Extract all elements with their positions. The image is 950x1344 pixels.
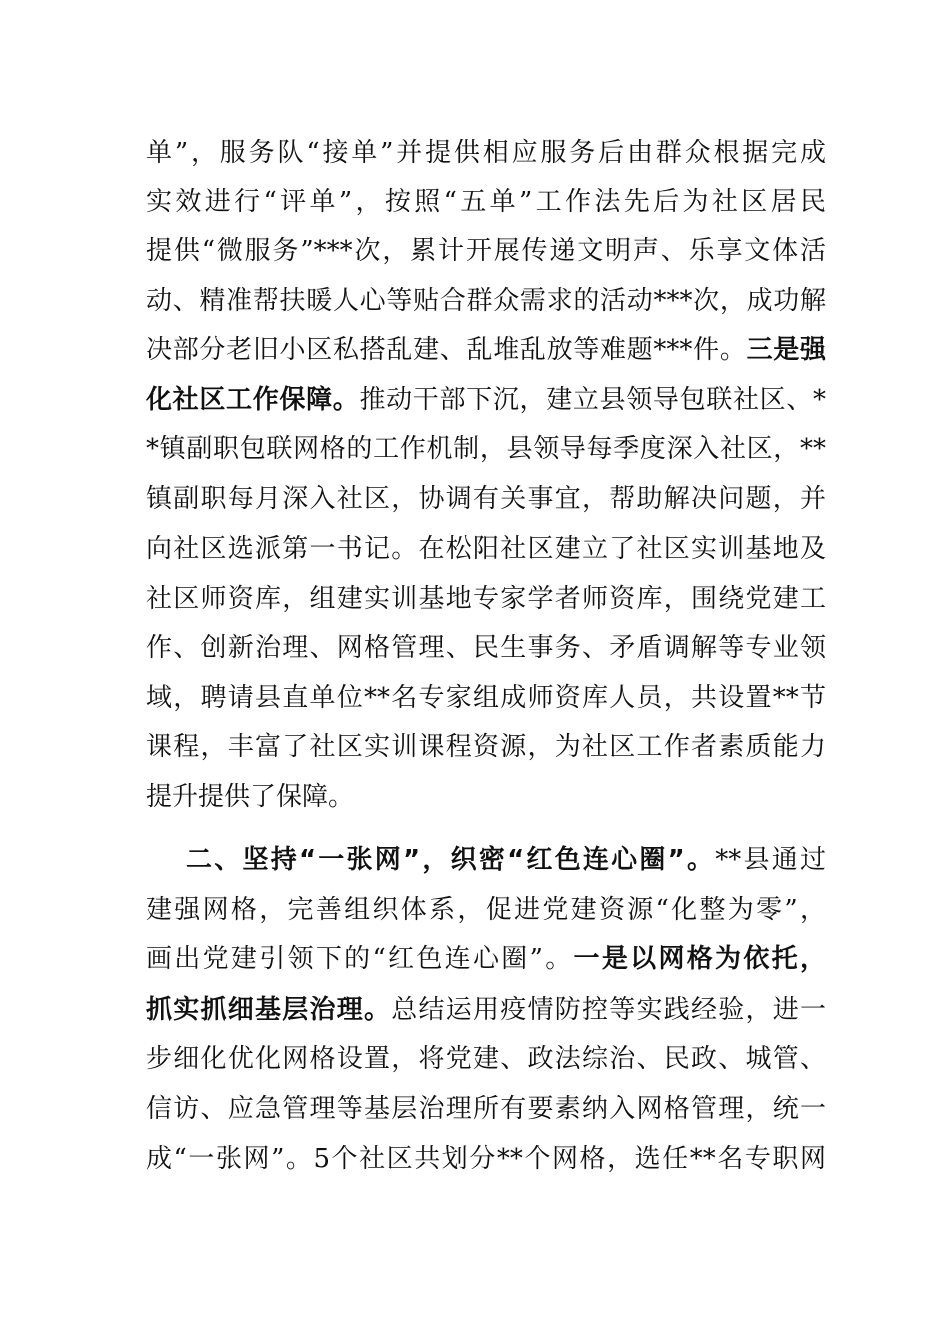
text-run: 实效进行“评单”，按照“五单”工作法先后为社区居民 (146, 187, 826, 217)
text-line (186, 835, 826, 885)
text-run: 动、精准帮扶暖人心等贴合群众需求的活动***次，成功解 (146, 286, 826, 316)
text-line (146, 985, 826, 1035)
bold-heading-run: 一是以网格为依托， (573, 944, 826, 974)
text-line (146, 623, 826, 673)
bold-heading-run: 抓实抓细基层治理。 (146, 995, 392, 1025)
text-run: 单”，服务队“接单”并提供相应服务后由群众根据完成 (146, 138, 826, 168)
text-line (146, 226, 826, 276)
text-run: 建强网格，完善组织体系，促进党建资源“化整为零”， (146, 895, 826, 925)
text-run: 画出党建引领下的“红色连心圈”。 (146, 944, 574, 974)
bold-heading-run: 化社区工作保障。 (146, 385, 360, 415)
text-run: 向社区选派第一书记。在松阳社区建立了社区实训基地及 (146, 534, 826, 564)
text-run: **县通过 (715, 845, 826, 875)
text-run: 社区师资库，组建实训基地专家学者师资库，围绕党建工 (146, 584, 826, 614)
text-line (146, 524, 826, 574)
text-line (146, 177, 826, 227)
text-line (146, 276, 826, 326)
text-run: 作、创新治理、网格管理、民生事务、矛盾调解等专业领 (146, 633, 826, 663)
text-run: 总结运用疫情防控等实践经验，进一 (391, 995, 826, 1025)
text-line (146, 885, 826, 935)
text-line (146, 1034, 826, 1084)
text-line (146, 722, 826, 772)
text-run: 提供“微服务”***次，累计开展传递文明声、乐享文体活 (146, 236, 826, 266)
text-line (146, 375, 826, 425)
text-line (146, 128, 826, 178)
text-run: *镇副职包联网格的工作机制，县领导每季度深入社区，** (146, 434, 826, 464)
text-line (146, 1134, 826, 1184)
text-line (146, 474, 826, 524)
text-run: 步细化优化网格设置，将党建、政法综治、民政、城管、 (146, 1044, 826, 1074)
text-line (146, 574, 826, 624)
text-run: 推动干部下沉，建立县领导包联社区、* (359, 385, 826, 415)
text-line (146, 772, 826, 822)
text-run: 课程，丰富了社区实训课程资源，为社区工作者素质能力 (146, 732, 826, 762)
text-run: 决部分老旧小区私搭乱建、乱堆乱放等难题***件。 (146, 335, 747, 365)
text-line (146, 673, 826, 723)
text-line (146, 325, 826, 375)
text-line (146, 424, 826, 474)
text-run: 成“一张网”。5个社区共划分**个网格，选任**名专职网 (146, 1144, 826, 1174)
text-run: 镇副职每月深入社区，协调有关事宜，帮助解决问题，并 (146, 484, 826, 514)
text-run: 域，聘请县直单位**名专家组成师资库人员，共设置**节 (146, 683, 826, 713)
text-run: 提升提供了保障。 (146, 782, 355, 812)
bold-heading-run: 三是强 (746, 335, 826, 365)
text-line (146, 934, 826, 984)
section-heading: 二、坚持“一张网”，织密“红色连心圈”。 (186, 845, 716, 875)
text-line (146, 1084, 826, 1134)
text-run: 信访、应急管理等基层治理所有要素纳入网格管理，统一 (146, 1094, 826, 1124)
